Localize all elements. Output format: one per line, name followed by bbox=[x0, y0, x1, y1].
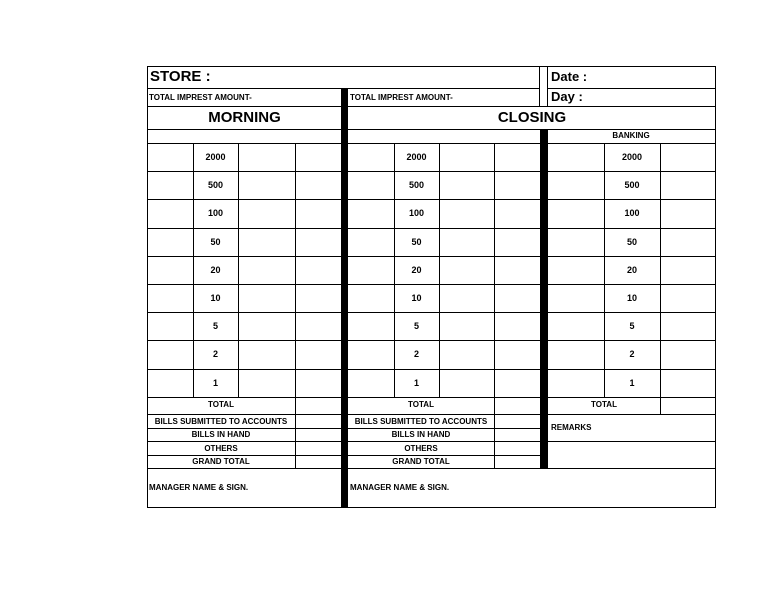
impress-amount-closing-label: TOTAL IMPREST AMOUNT- bbox=[350, 93, 453, 102]
closing-50-amount-field[interactable] bbox=[495, 229, 540, 255]
morning-denomination-label: 100 bbox=[207, 208, 224, 219]
banking-1-count-field[interactable] bbox=[661, 370, 715, 396]
banking-denomination-label: 10 bbox=[626, 293, 637, 303]
closing-10-amount-field[interactable] bbox=[495, 285, 540, 311]
closing-10-count-field[interactable] bbox=[440, 285, 494, 311]
morning-5-amount-field[interactable] bbox=[296, 313, 341, 339]
banking-total-label: TOTAL bbox=[591, 400, 617, 409]
banking-denomination-label: 100 bbox=[624, 208, 640, 219]
closing-denomination-label: 100 bbox=[408, 208, 425, 219]
closing-20-count-field[interactable] bbox=[440, 257, 494, 283]
grid-row-line bbox=[147, 199, 716, 200]
grid-row-line bbox=[147, 397, 716, 398]
closing-denomination-label: 2 bbox=[413, 349, 419, 360]
morning-500-amount-field[interactable] bbox=[296, 172, 341, 198]
morning-20-amount-field[interactable] bbox=[296, 257, 341, 283]
morning-5-pre-cell[interactable] bbox=[148, 313, 193, 339]
morning-bills-in-hand-label: BILLS IN HAND bbox=[191, 430, 251, 439]
morning-100-count-field[interactable] bbox=[239, 200, 295, 226]
banking-denomination-label: 2000 bbox=[621, 152, 643, 162]
morning-50-amount-field[interactable] bbox=[296, 229, 341, 255]
closing-100-count-field[interactable] bbox=[440, 200, 494, 226]
closing-bills-in-hand-label: BILLS IN HAND bbox=[391, 430, 451, 439]
banking-100-pre-cell[interactable] bbox=[549, 200, 604, 226]
closing-bills-submitted-field[interactable] bbox=[495, 415, 540, 427]
banking-1-pre-cell[interactable] bbox=[549, 370, 604, 396]
banking-50-pre-cell[interactable] bbox=[549, 229, 604, 255]
closing-grand-total-field[interactable] bbox=[495, 456, 540, 468]
morning-2-amount-field[interactable] bbox=[296, 341, 341, 367]
store-field[interactable] bbox=[300, 67, 538, 87]
banking-10-pre-cell[interactable] bbox=[549, 285, 604, 311]
morning-2000-pre-cell[interactable] bbox=[148, 144, 193, 170]
banking-denomination-label: 5 bbox=[629, 321, 635, 332]
morning-denomination-label: 10 bbox=[210, 293, 221, 303]
closing-denomination-label: 1 bbox=[413, 377, 419, 388]
morning-denomination-label: 5 bbox=[212, 321, 218, 332]
banking-heading: BANKING bbox=[612, 131, 650, 140]
closing-50-count-field[interactable] bbox=[440, 229, 494, 255]
morning-500-pre-cell[interactable] bbox=[148, 172, 193, 198]
morning-grand-total-label: GRAND TOTAL bbox=[192, 457, 250, 466]
morning-2-count-field[interactable] bbox=[239, 341, 295, 367]
closing-bills-submitted-label: BILLS SUBMITTED TO ACCOUNTS bbox=[354, 417, 488, 426]
closing-1-count-field[interactable] bbox=[440, 370, 494, 396]
banking-denomination-label: 50 bbox=[626, 236, 637, 247]
closing-bills-in-hand-field[interactable] bbox=[495, 429, 540, 441]
banking-2000-count-field[interactable] bbox=[661, 144, 715, 170]
closing-5-amount-field[interactable] bbox=[495, 313, 540, 339]
frame-bottom bbox=[147, 507, 716, 508]
grid-row-line bbox=[147, 171, 716, 172]
morning-20-pre-cell[interactable] bbox=[148, 257, 193, 283]
morning-10-pre-cell[interactable] bbox=[148, 285, 193, 311]
banking-2-count-field[interactable] bbox=[661, 341, 715, 367]
closing-denomination-label: 20 bbox=[411, 264, 422, 275]
closing-banking-divider bbox=[540, 129, 548, 469]
morning-heading: MORNING bbox=[208, 109, 281, 126]
banking-500-pre-cell[interactable] bbox=[549, 172, 604, 198]
closing-2-pre-cell[interactable] bbox=[349, 341, 394, 367]
morning-10-amount-field[interactable] bbox=[296, 285, 341, 311]
closing-denomination-label: 50 bbox=[411, 236, 422, 247]
morning-1-pre-cell[interactable] bbox=[148, 370, 193, 396]
morning-total-label: TOTAL bbox=[208, 400, 234, 409]
closing-100-amount-field[interactable] bbox=[495, 200, 540, 226]
banking-5-count-field[interactable] bbox=[661, 313, 715, 339]
banking-total-field[interactable] bbox=[661, 398, 715, 414]
closing-grand-total-label: GRAND TOTAL bbox=[392, 457, 450, 466]
closing-heading: CLOSING bbox=[497, 109, 567, 126]
morning-denomination-label: 20 bbox=[210, 264, 221, 275]
morning-denomination-label: 50 bbox=[210, 236, 221, 247]
remarks-label: REMARKS bbox=[551, 423, 592, 432]
banking-50-count-field[interactable] bbox=[661, 229, 715, 255]
closing-denomination-label: 5 bbox=[413, 321, 419, 332]
morning-bills-in-hand-field[interactable] bbox=[296, 429, 341, 441]
closing-500-amount-field[interactable] bbox=[495, 172, 540, 198]
morning-grand-total-field[interactable] bbox=[296, 456, 341, 468]
closing-total-label: TOTAL bbox=[408, 400, 434, 409]
closing-denomination-label: 2000 bbox=[406, 152, 427, 162]
banking-denomination-label: 1 bbox=[629, 377, 635, 388]
closing-50-pre-cell[interactable] bbox=[349, 229, 394, 255]
day-label: Day : bbox=[551, 89, 583, 104]
grid-row-line bbox=[147, 340, 716, 341]
morning-2000-amount-field[interactable] bbox=[296, 144, 341, 170]
closing-denomination-label: 10 bbox=[411, 293, 422, 303]
grid-row-line bbox=[147, 228, 716, 229]
morning-10-count-field[interactable] bbox=[239, 285, 295, 311]
morning-bills-submitted-label: BILLS SUBMITTED TO ACCOUNTS bbox=[154, 417, 288, 426]
grid-row-line bbox=[147, 312, 716, 313]
closing-manager-sign-label: MANAGER NAME & SIGN. bbox=[350, 483, 450, 492]
closing-2-amount-field[interactable] bbox=[495, 341, 540, 367]
closing-2000-pre-cell[interactable] bbox=[349, 144, 394, 170]
grid-row-line bbox=[147, 369, 716, 370]
grid-row-line bbox=[147, 256, 716, 257]
banking-20-pre-cell[interactable] bbox=[549, 257, 604, 283]
morning-total-field[interactable] bbox=[296, 398, 341, 414]
closing-5-count-field[interactable] bbox=[440, 313, 494, 339]
closing-20-amount-field[interactable] bbox=[495, 257, 540, 283]
morning-manager-sign-field[interactable] bbox=[255, 470, 340, 506]
closing-denomination-label: 500 bbox=[408, 180, 425, 191]
banking-2000-pre-cell[interactable] bbox=[549, 144, 604, 170]
morning-denomination-label: 2 bbox=[212, 349, 218, 360]
banking-denomination-label: 500 bbox=[624, 180, 640, 191]
closing-20-pre-cell[interactable] bbox=[349, 257, 394, 283]
banking-2-pre-cell[interactable] bbox=[549, 341, 604, 367]
closing-1-pre-cell[interactable] bbox=[349, 370, 394, 396]
closing-2000-amount-field[interactable] bbox=[495, 144, 540, 170]
morning-1-count-field[interactable] bbox=[239, 370, 295, 396]
morning-others-field[interactable] bbox=[296, 442, 341, 454]
morning-100-pre-cell[interactable] bbox=[148, 200, 193, 226]
date-field[interactable] bbox=[595, 67, 714, 87]
store-label: STORE : bbox=[150, 68, 211, 85]
closing-100-pre-cell[interactable] bbox=[349, 200, 394, 226]
morning-50-count-field[interactable] bbox=[239, 229, 295, 255]
day-field[interactable] bbox=[590, 89, 714, 105]
closing-500-pre-cell[interactable] bbox=[349, 172, 394, 198]
morning-50-pre-cell[interactable] bbox=[148, 229, 193, 255]
morning-others-label: OTHERS bbox=[204, 444, 238, 453]
morning-manager-sign-label: MANAGER NAME & SIGN. bbox=[149, 483, 249, 492]
banking-5-pre-cell[interactable] bbox=[549, 313, 604, 339]
banking-denomination-label: 2 bbox=[629, 349, 635, 360]
closing-others-field[interactable] bbox=[495, 442, 540, 454]
banking-10-count-field[interactable] bbox=[661, 285, 715, 311]
morning-2-pre-cell[interactable] bbox=[148, 341, 193, 367]
morning-bills-submitted-field[interactable] bbox=[296, 415, 341, 427]
morning-denomination-label: 500 bbox=[207, 180, 224, 191]
banking-denomination-label: 20 bbox=[626, 264, 637, 275]
closing-1-amount-field[interactable] bbox=[495, 370, 540, 396]
closing-5-pre-cell[interactable] bbox=[349, 313, 394, 339]
morning-closing-divider bbox=[341, 88, 348, 508]
morning-100-amount-field[interactable] bbox=[296, 200, 341, 226]
morning-1-amount-field[interactable] bbox=[296, 370, 341, 396]
date-label: Date : bbox=[551, 69, 588, 84]
banking-20-count-field[interactable] bbox=[661, 257, 715, 283]
morning-denomination-label: 2000 bbox=[205, 152, 226, 162]
morning-2000-count-field[interactable] bbox=[239, 144, 295, 170]
closing-2000-count-field[interactable] bbox=[440, 144, 494, 170]
closing-2-count-field[interactable] bbox=[440, 341, 494, 367]
closing-total-field[interactable] bbox=[495, 398, 540, 414]
grid-row-line bbox=[147, 284, 716, 285]
closing-500-count-field[interactable] bbox=[440, 172, 494, 198]
morning-500-count-field[interactable] bbox=[239, 172, 295, 198]
morning-denomination-label: 1 bbox=[212, 377, 218, 388]
morning-5-count-field[interactable] bbox=[239, 313, 295, 339]
remarks-field[interactable] bbox=[549, 433, 714, 467]
closing-manager-sign-field[interactable] bbox=[455, 470, 713, 506]
closing-10-pre-cell[interactable] bbox=[349, 285, 394, 311]
impress-amount-morning-label: TOTAL IMPREST AMOUNT- bbox=[149, 93, 252, 102]
morning-20-count-field[interactable] bbox=[239, 257, 295, 283]
banking-500-count-field[interactable] bbox=[661, 172, 715, 198]
banking-100-count-field[interactable] bbox=[661, 200, 715, 226]
closing-others-label: OTHERS bbox=[404, 444, 438, 453]
